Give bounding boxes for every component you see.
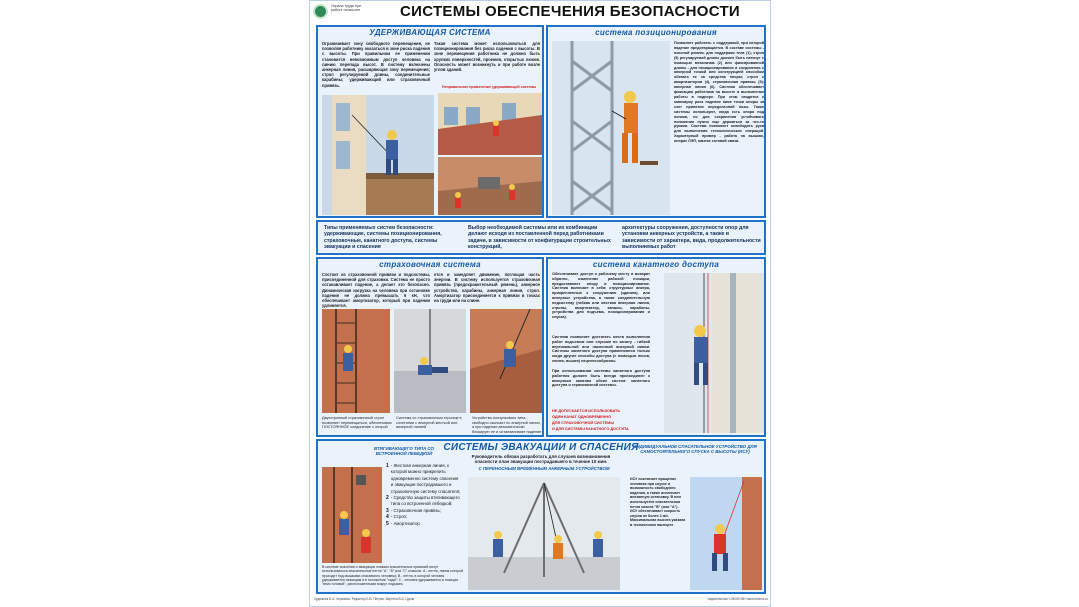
fall-arrest-illustration-ladder	[322, 309, 390, 413]
legend-text: - Амортизатор	[390, 520, 420, 526]
band-right-text: архитектуры сооружения, доступности опор для установки анкерных устройств, а также в зависимости от характера, вида, продолжительности выполняемых работ	[622, 225, 761, 251]
legend-number: 4	[386, 514, 389, 521]
evacuation-right-title: ИНДИВИДУАЛЬНОЕ СПАСАТЕЛЬНОЕ УСТРОЙСТВО ДЛЯ САМОСТОЯТЕЛЬНОГО СПУСКА С ВЫСОТЫ (ИСУ)	[633, 444, 757, 454]
panel-evacuation	[316, 439, 766, 594]
rope-access-warning-4: И ДЛЯ СИСТЕМЫ КАНАТНОГО ДОСТУПА	[552, 427, 629, 431]
poster-title: СИСТЕМЫ ОБЕСПЕЧЕНИЯ БЕЗОПАСНОСТИ	[400, 3, 740, 20]
logo-icon	[313, 4, 328, 19]
positioning-text: Позволяет работать с поддержкой, при которой падение предотвращается. В составе системы - поясной ремень для поддержки тела (1); строп (5) регулируемой длины должен быть натянут с помощью механизма (2) или фиксированной длины - для позиционирования и соединения с анкерной точкой или конструкцией способом обхвата ее за средства опоры; строп с амортизатором (4), страховочная привязь (5); анкерная линия (6). Система обеспечивает фиксацию работника на высоте и выполнение работы в подпоре. При этом сводится к минимуму риск падения ниже точки опоры за счет принятия определенной позы. Такие системы используют, когда есть опора под ногами, но для сохранения устойчивого положения нужно еще держаться за что-то руками. Система позволяет освободить руки для выполнения технологических операций. Характерный пример - работа на вышках, опорах ЛЭП, мачтах сотовой связи.	[674, 41, 764, 144]
evacuation-illustration-tripod	[468, 477, 620, 590]
legend-text: - Жесткая анкерная линия, к которой можно прикрепить одновременно систему спасения и эвакуации пострадавшего и страховочную систему спасателя;	[390, 463, 461, 494]
evacuation-illustration-descent	[690, 477, 762, 590]
rope-access-text-1: Обеспечивает доступ к рабочему месту и возврат обратно, изменение рабочей позиции, предоставляет опору и позиционирование. Система включает в себя: структурные анкера, прикрепленные к сооружению (зданию), или анкерные устройства, а также соединительную подсистему (гибкая или жесткая анкерная линия, стропы, амортизатор, каналы, карабины, устройства для подъема, позиционирования и спуска).	[552, 272, 650, 320]
legend-number: 2	[386, 495, 389, 502]
restraint-illustration-roof	[438, 93, 542, 155]
panel-fall-arrest	[316, 257, 544, 437]
panel-rope-access	[546, 257, 766, 437]
evacuation-intro: Руководитель обязан разработать для случаев возникновения опасности план эвакуации пострадавшего в течение 10 мин.	[471, 454, 611, 464]
footer-credits: Художник Б.А. Черкасов. Редактор Б.В. Петров. Верстка В.В. Цуков	[314, 597, 415, 601]
rope-access-text-2: Система позволяет достигать места выполнения работ подъемом или спуском по канату - гибкой вертикальной или наклонной анкерной линии. Системы канатного доступа применяются только когда другие способы доступа (с помощью лесов, люлек, вышек) нецелесообразны.	[552, 335, 650, 363]
restraint-text-left: Ограничивает зону свободного перемещения, не позволяя работнику оказаться в зоне риска падения с высоты. При правильном ее применении становится невозможным доступ человека на линию перепада высот. В систему включены анкерная линия, расширяющая зону перемещения; строп регулируемой длины, соединительные карабины; удерживающий или страховочный привязь.	[322, 41, 430, 88]
legend-item-2	[386, 495, 462, 508]
restraint-text-right: Такая система может использоваться для позиционирования без риска падения с высоты. В зоне перемещения работника не должно быть хрупких поверхностей, проемов, открытых люков. Опасность может возникнуть и при работе возле углов зданий.	[434, 41, 540, 73]
restraint-caption: Неправильное применение удерживающей системы	[442, 85, 537, 89]
panel-restraint	[316, 25, 544, 218]
legend-number: 1	[386, 463, 389, 469]
logo-text: Охрана труда при работе на высоте	[331, 4, 361, 13]
legend-text: - Средство защиты втягивающего типа со встроенной лебедкой;	[390, 495, 460, 507]
poster-footer	[314, 597, 768, 601]
positioning-illustration-tower	[552, 41, 670, 215]
rope-access-warning-3: ДЛЯ СТРАХОВОЧНОЙ СИСТЕМЫ	[552, 421, 615, 425]
evacuation-right-text: ИСУ исключает вращение человека при спуске и возможность свободного падения, а также исключает внезапную остановку. В нем используется спасательная петля класса "В" (или "А"). ИСУ обеспечивает скорость спуска не более 2 м/с. Максимальная высота указана в техническом паспорте	[630, 477, 686, 527]
evacuation-legend	[386, 463, 462, 527]
footer-publisher: Издательство «ЭКОНОВ» www.econov.ru	[707, 597, 768, 601]
info-band	[316, 220, 766, 255]
restraint-illustration-worker	[322, 95, 434, 215]
evacuation-left-title: ВТЯГИВАЮЩЕГО ТИПА СО ВСТРОЕННОЙ ЛЕБЕДКОЙ	[374, 446, 434, 456]
rope-access-illustration	[664, 273, 764, 433]
legend-item-1	[386, 463, 462, 495]
legend-number: 5	[386, 520, 389, 527]
fall-arrest-title: страховочная система	[379, 260, 481, 269]
fall-arrest-text-right: ется и замедляет движение, поглощая часть энергии. В систему используется страховочная привязь (предохранительный ремень), анкерное устройство, карабины, анкерная линия, строп. Амортизатор присоединяется к привязи в точках на груди или на спине.	[434, 272, 540, 304]
evacuation-mid-title: С ПЕРЕНОСНЫМ ВРЕМЕННЫМ АНКЕРНЫМ УСТРОЙСТВОМ	[478, 466, 610, 471]
legend-text: - Страховочная привязь;	[390, 507, 441, 513]
fall-arrest-caption-3: Устройство ползункового типа свободно скользит по анкерной линии, а при падении автоматически блокирует ее и останавливает падение	[472, 416, 542, 434]
rope-access-title: система канатного доступа	[592, 260, 720, 269]
poster-header	[310, 1, 772, 23]
rope-access-text-3: При использовании системы канатного доступа работник должен быть всегда присоединен к анкерным канатам обеих систем: канатного доступа и страховочной системы.	[552, 369, 650, 388]
restraint-title: УДЕРЖИВАЮЩАЯ СИСТЕМА	[369, 28, 491, 37]
legend-number: 3	[386, 507, 389, 514]
rope-access-warning-2: ОДИН КАНАТ ОДНОВРЕМЕННО	[552, 415, 612, 419]
legend-item-5	[386, 521, 462, 527]
restraint-illustration-rooftop	[438, 157, 542, 215]
fall-arrest-caption-2: Система со страховочным стропом в сочетании с анкерной жесткой или анкерной линией	[396, 416, 462, 430]
fall-arrest-illustration-edge	[394, 309, 466, 413]
poster	[309, 0, 771, 607]
evacuation-bottom-text: В системе спасения и эвакуации помимо спасательных привязей могут использоваться спасательные петли "А", "В" или "С" классов. А - петля, линия которой проходит под мышками спасаемого человека; В - петля, в которой человек удерживается лежащим и в положении "сидя"; С - человек удерживается в позиции "вниз головой", расположенными вокруг лодыжек.	[322, 565, 464, 587]
fall-arrest-caption-1: Двухстропный страховочный строп позволяет перемещаться, обеспечивая ПОСТОЯННОЕ соединение с опорой	[322, 416, 392, 430]
legend-text: - Строп;	[390, 514, 408, 520]
panel-positioning	[546, 25, 766, 218]
positioning-title: система позиционирования	[595, 28, 717, 37]
fall-arrest-text-left: Состоит из страховочной привязи и подсистемы, присоединенной для страховки. Система не просто останавливает падение, а делает это безопасно. Динамическая нагрузка на человека при остановке падения не должна превышать 6 кН, что обеспечивает амортизатор, который при падении удлиняется.	[322, 272, 430, 309]
evacuation-title: СИСТЕМЫ ЭВАКУАЦИИ И СПАСЕНИЯ	[443, 442, 639, 453]
rope-access-warning-1: НЕ ДОПУСКАЕТСЯ ИСПОЛЬЗОВАТЬ	[552, 409, 621, 413]
band-left-text: Типы применяемых систем безопасности: удерживающие, системы позиционирования, страховочные, канатного доступа, системы эвакуации и спасения	[324, 225, 442, 251]
evacuation-illustration-winch	[322, 467, 382, 563]
fall-arrest-illustration-slider	[470, 309, 542, 413]
band-middle-text: Выбор необходимой системы или их комбинации делают исходя из поставленной перед работниками задачи, в зависимости от конфигурации строительных конструкций,	[468, 225, 611, 251]
